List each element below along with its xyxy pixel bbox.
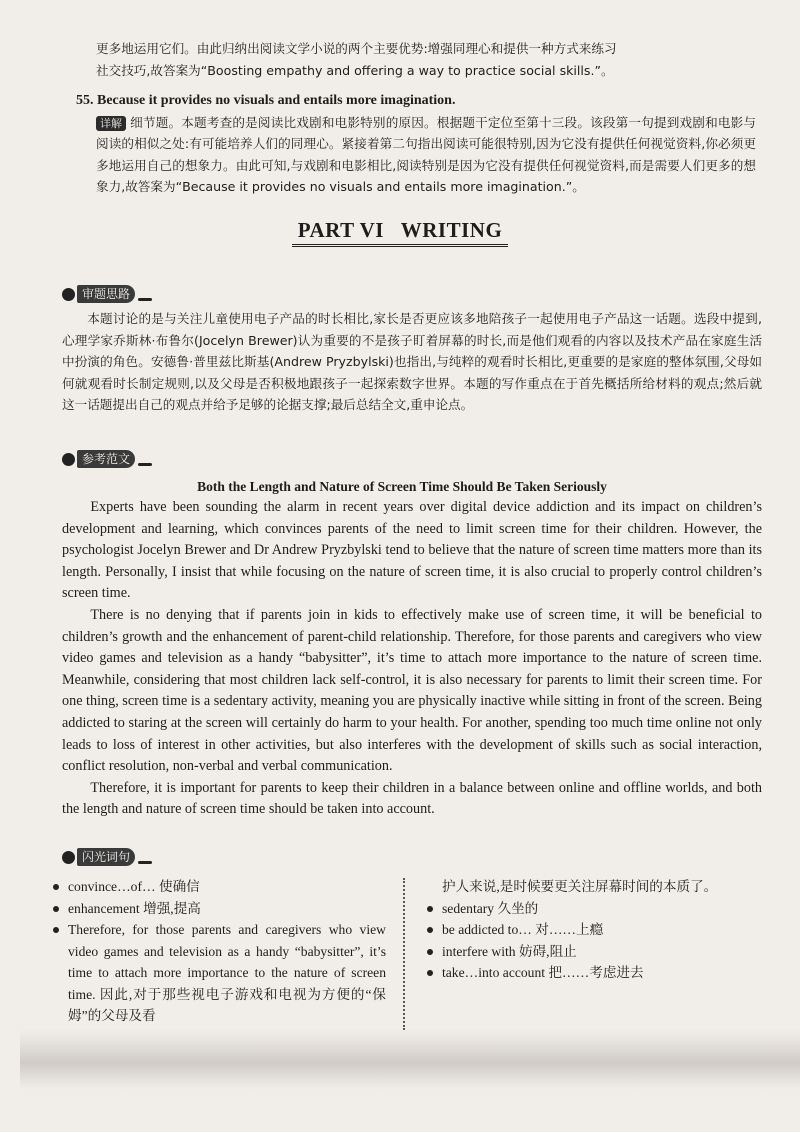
page-shadow [20,1030,800,1090]
bullet-icon [62,288,75,301]
top-line-1: 更多地运用它们。由此归纳出阅读文学小说的两个主要优势:增强同理心和提供一种方式来练习 [96,41,617,56]
section-label-analysis [62,284,152,304]
highlight-item: be addicted to… 对……上瘾 [424,919,764,941]
section-label-highlights [62,847,152,867]
highlight-item: sedentary 久坐的 [424,898,764,920]
highlight-item: convince…of… 使确信 [50,876,386,898]
highlight-item: take…into account 把……考虑进去 [424,962,764,984]
analysis-label: 审题思路 [77,285,135,303]
label-tail-icon [138,298,152,301]
question-55 [76,90,756,198]
q55-explanation: 细节题。本题考查的是阅读比戏剧和电影特别的原因。根据题干定位至第十三段。该段第一句提到戏剧和电影与阅读的相似之处:有可能培养人们的同理心。紧接着第二句指出阅读可能很特别,因为它没有提供任何视觉资料,你必须更多地运用自己的想象力。由此可知,与戏剧和电影相比,阅读特别是因为它没有提供任何视觉资料,而是需要人们更多的想象力,故答案为“Because it provides no visuals and entails more imagination.”。 [96,114,756,194]
column-divider [403,878,405,1030]
essay-title: Both the Length and Nature of Screen Time Should Be Taken Seriously [197,479,607,494]
essay-paragraph-2: There is no denying that if parents join in kids to effectively make use of screen time, it will be beneficial to children’s growth and the enhancement of parent-child relationship. Therefore, for those parents and caregivers who view video games and television as a handy “babysitter”, it’s time to attach more importance to the nature of screen time. Meanwhile, considering that most children lack self-control, it is also necessary for parents to limit their screen time. For one thing, screen time is a sedentary activity, meaning you are physically inactive while sitting in front of the screen. Being addicted to staring at the screen will certainly do harm to your health. For another, spending too much time online not only leads to loss of interest in other activities, but also interferes with the development of skills such as social interaction, conflict resolution, non-verbal and verbal communication. [62,606,762,775]
detail-tag: 详解 [96,116,126,131]
highlight-item: enhancement 增强,提高 [50,898,386,920]
label-tail-icon [138,463,152,466]
part-title-text: PART VI WRITING [292,218,509,247]
highlight-continuation: 护人来说,是时候要更关注屏幕时间的本质了。 [442,879,718,894]
top-paragraph [96,38,756,81]
section-label-sample [62,449,152,469]
essay-paragraph-1: Experts have been sounding the alarm in recent years over digital device addiction and its impact on children’s development and learning, which convinces parents of the need to limit screen time for their children. However, the psychologist Jocelyn Brewer and Dr Andrew Pryzbylski tend to believe that the nature of screen time matters more than its length. Personally, I insist that while focusing on the nature of screen time, it is also crucial to properly control children’s screen time. [62,499,762,602]
highlight-item: Therefore, for those parents and caregivers who view video games and television as a handy “babysitter”, it’s time to attach more importance to the nature of screen time. 因此,对于那些视电子游戏和电视为方便的“保姆”的父母及看 [50,919,386,1027]
bullet-icon [62,851,75,864]
top-line-2: 社交技巧,故答案为“Boosting empathy and offering a way to practice social skills.”。 [96,62,614,78]
q55-explanation-wrap [76,112,756,198]
q55-answer: 55. Because it provides no visuals and entails more imagination. [76,93,456,108]
part-title [0,218,800,243]
highlight-item: interfere with 妨碍,阻止 [424,941,764,963]
highlights-label: 闪光词句 [77,848,135,866]
sample-label: 参考范文 [77,450,135,468]
essay-body [62,497,762,821]
highlights-right-column [424,876,764,984]
essay-paragraph-3: Therefore, it is important for parents to keep their children in a balance between online and offline worlds, and both the length and nature of screen time should be taken into account. [62,779,762,818]
analysis-text: 本题讨论的是与关注儿童使用电子产品的时长相比,家长是否更应该多地陪孩子一起使用电子产品这一话题。选段中提到,心理学家乔斯林·布鲁尔(Jocelyn Brewer)认为重要的不是孩子盯着屏幕的时长,而是他们观看的内容以及技术产品在家庭生活中扮演的角色。安德鲁·普里兹比斯基(Andrew Pryzbylski)也指出,与纯粹的观看时长相比,更重要的是家庭的整体氛围,父母如何就观看时长制定规则,以及父母是否积极地跟孩子一起探索数字世界。本题的写作重点在于首先概括所给材料的观点;然后就这一话题提出自己的观点并给予足够的论据支撑;最后总结全文,重申论点。 [62,311,762,412]
label-tail-icon [138,861,152,864]
bullet-icon [62,453,75,466]
highlights-left-column [50,876,386,1027]
